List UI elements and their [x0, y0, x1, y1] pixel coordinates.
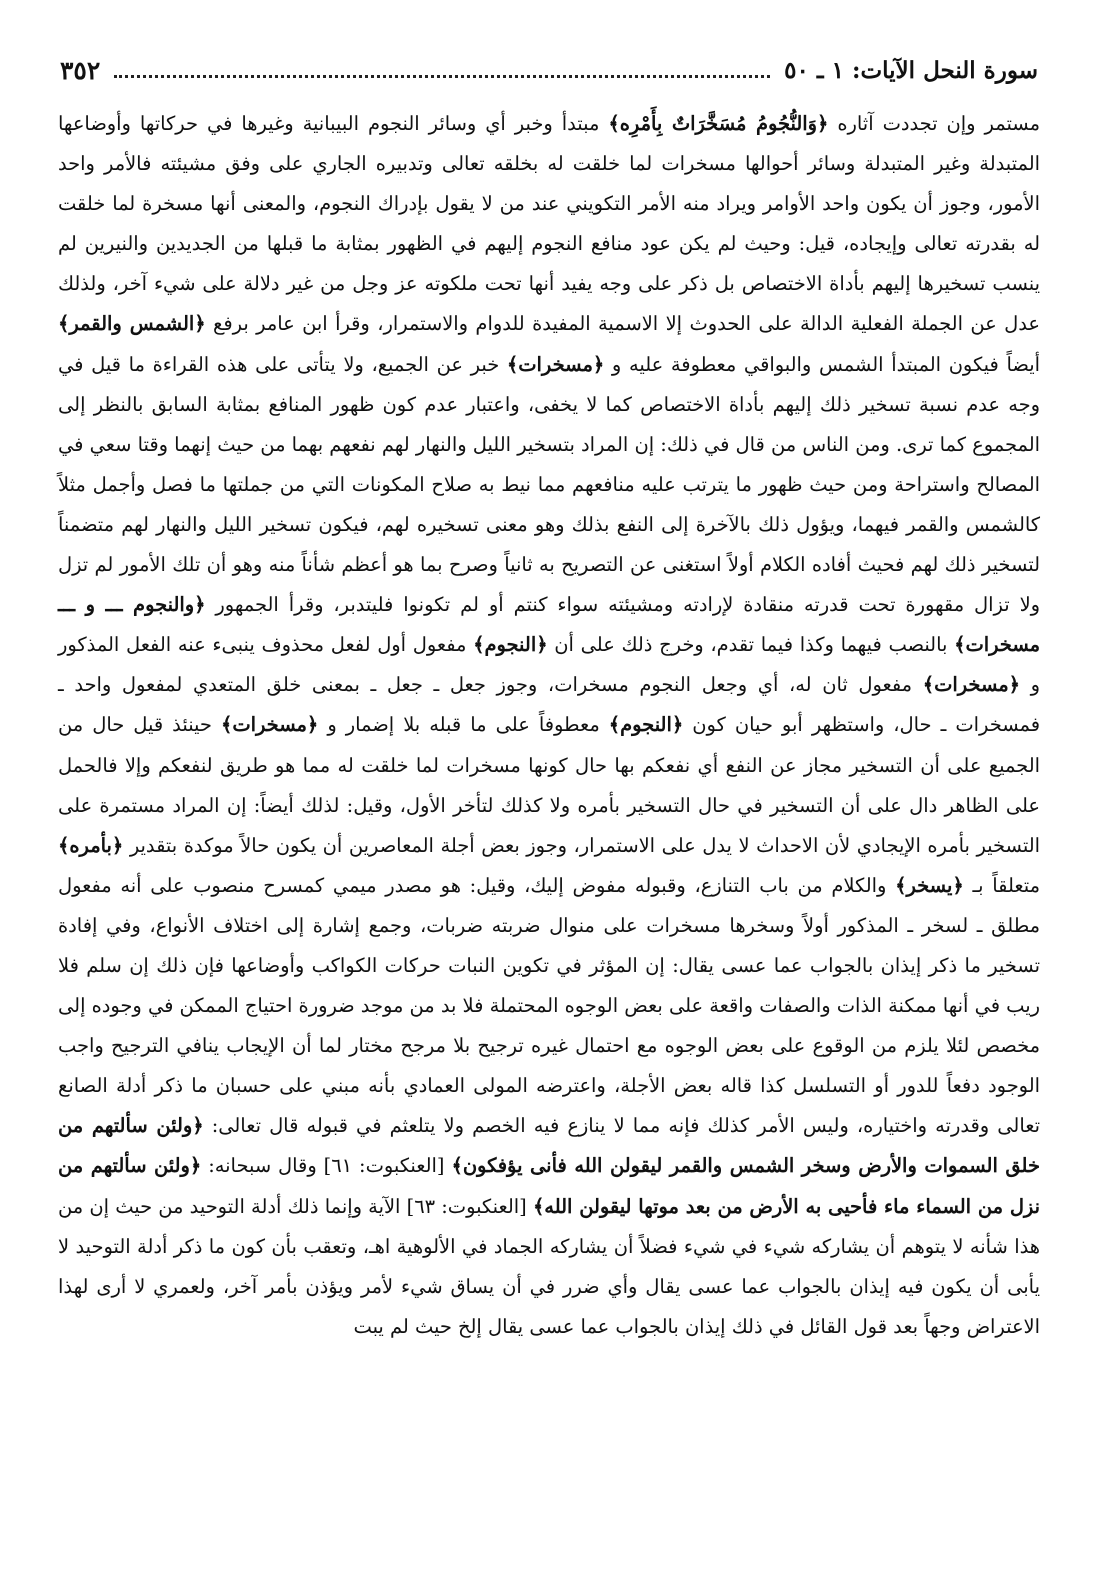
quran-quote: ﴿النجوم﴾: [608, 713, 684, 737]
quran-quote: ﴿مسخرات﴾: [922, 673, 1020, 697]
commentary-body: [58, 104, 1040, 1347]
quran-quote: ﴿ولئن سألتهم من خلق السموات والأرض وسخر الشمس والقمر ليقولن الله فأنى يؤفكون﴾: [58, 1114, 1040, 1178]
text-run: والكلام من باب التنازع، وقبوله مفوض إليك، وقيل: هو مصدر ميمي كمسرح منصوب على أنه مفعول مطلق ـ لسخر ـ المذكور أولاً وسخرها مسخرات على منوال ضربته ضربات، وجمع إشارة إلى اختلاف الأنواع، وفي إفادة تسخير ما ذكر إيذان بالجواب عما عسى يقال: إن المؤثر في تكوين النبات حركات الكواكب وأوضاعها فإن ذلك إن سلم فلا ريب في أنها ممكنة الذات والصفات واقعة على بعض الوجوه المحتملة فلا بد من موجد ضرورة احتياج الممكن في وجوده إلى مخصص لئلا يلزم من الوقوع على بعض الوجوه مع احتمال غيره ترجيح بلا مرجح مختار لما أن الإيجاب ينافي الترجيح واجب الوجود دفعاً للدور أو التسلسل كذا قاله بعض الأجلة، واعترضه المولى العمادي بأنه مبني على حسبان ما ذكر أدلة الصانع تعالى وقدرته واختياره، وليس الأمر كذلك فإنه مما لا ينازع فيه الخصم ولا يتلعثم في قبوله قال تعالى:: [58, 873, 1040, 1138]
quran-quote: ﴿والنجوم ـــ و ـــ مسخرات﴾: [58, 593, 1040, 657]
text-run: مفعول ثان له، أي وجعل النجوم مسخرات، وجوز جعل ـ جعل ـ بمعنى خلق المتعدي لمفعول واحد ـ فمسخرات ـ حال، واستظهر أبو حيان كون: [58, 673, 1041, 737]
text-run: بالنصب فيهما وكذا فيما تقدم، وخرج ذلك على أن: [547, 633, 955, 657]
quran-quote: ﴿بأمره﴾: [58, 833, 124, 857]
header-leader-dots: [114, 63, 770, 78]
quran-quote: ﴿مسخرات﴾: [220, 713, 319, 737]
text-run: مستمر وإن تجددت آثاره: [828, 112, 1040, 135]
text-run: مفعول أول لفعل محذوف ينبىء عنه الفعل المذكور و: [58, 633, 1041, 697]
surah-citation: [العنكبوت: ٦١]: [323, 1154, 452, 1178]
page-number: ٣٥٢: [60, 55, 101, 85]
quran-quote: ﴿ولئن سألتهم من نزل من السماء ماء فأحيى به الأرض من بعد موتها ليقولن الله﴾: [58, 1154, 1041, 1218]
quran-quote: ﴿النجوم﴾: [473, 633, 548, 657]
paragraph: [58, 104, 1040, 1347]
header-title: سورة النحل الآيات: ١ ـ ٥٠: [784, 56, 1038, 84]
text-run: الآية وإنما ذلك أدلة التوحيد من حيث إن من هذا شأنه لا يتوهم أن يشاركه شيء في شيء فضلاً أن يشاركه الجماد في الألوهية اهـ، وتعقب بأن كون ما ذكر أدلة التوحيد لا يأبى أن يكون فيه إيذان بالجواب عما عسى يقال وأي ضرر في أن يساق شيء لأمر ويؤذن بأمر آخر، ولعمري لا أرى لهذا الاعتراض وجهاً بعد قول القائل في ذلك إيذان بالجواب عما عسى يقال إلخ حيث لم يبت: [58, 1194, 1040, 1338]
quran-quote: ﴿يسخر﴾: [895, 873, 964, 897]
quran-quote: ﴿الشمس والقمر﴾: [58, 312, 206, 336]
text-run: معطوفاً على ما قبله بلا إضمار و: [318, 713, 609, 737]
text-run: مبتدأ وخبر أي وسائر النجوم البيبانية وغيرها في حركاتها وأوضاعها المتبدلة وغير المتبدلة وسائر أحوالها مسخرات لما خلقت له بخلقه تعالى وتدبيره الجاري على وفق مشيئته فالأمر واحد الأمور، وجوز أن يكون واحد الأوامر ويراد منه الأمر التكويني عند من لا يقول بإدراك النجوم، والمعنى أنها مسخرة لما خلقت له بقدرته تعالى وإيجاده، قيل: وحيث لم يكن عود منافع النجوم إليهم في الظهور بمثابة ما قبلها من الجديدين والنيرين لم ينسب تسخيرها إليهم بأداة الاختصاص بل ذكر على وجه يفيد أنها تحت ملكوته عز وجل من غير دلالة على شيء آخر، ولذلك عدل عن الجملة الفعلية الدالة على الحدوث إلا الاسمية المفيدة للدوام والاستمرار، وقرأ ابن عامر برفع: [58, 112, 1040, 336]
running-header: [60, 50, 1038, 90]
text-run: متعلقاً بـ: [963, 873, 1040, 897]
quran-quote: ﴿وَالنُّجُومُ مُسَخَّرَاتٌ بِأَمْرِه﴾: [608, 112, 829, 135]
text-run: وقال سبحانه:: [201, 1154, 324, 1178]
surah-citation: [العنكبوت: ٦٣]: [406, 1194, 533, 1218]
quran-quote: ﴿مسخرات﴾: [506, 352, 605, 376]
text-run: خبر عن الجميع، ولا يتأتى على هذه القراءة ما قيل في وجه عدم نسبة تسخير ذلك إليهم بأداة الاختصاص كما لا يخفى، واعتبار عدم كون ظهور المنافع بمثابة السابق بالنظر إلى المجموع كما ترى. ومن الناس من قال في ذلك: إن المراد بتسخير الليل والنهار لهم نفعهم بهما من حيث إنهما وقتا سعي في المصالح واستراحة ومن حيث ظهور ما يترتب عليه منافعهم مما نيط به صلاح المكونات التي من جملتها ما فصل وأجمل مثلاً كالشمس والقمر فيهما، ويؤول ذلك بالآخرة إلى النفع بذلك وهو معنى تسخيره لهم، فيكون تسخير الليل والنهار لهم متضمناً لتسخير ذلك لهم فحيث أفاده الكلام أولاً استغنى عن التصريح به ثانياً وصرح بما هو أعظم شأناً منه وهو أن تلك الأمور لم تزل ولا تزال مقهورة تحت قدرته منقادة لإرادته ومشيئته سواء كنتم أو لم تكونوا فليتدبر، وقرأ الجمهور: [58, 352, 1040, 617]
text-run: أيضاً فيكون المبتدأ الشمس والبواقي معطوفة عليه و: [604, 352, 1040, 376]
text-run: حينئذ قيل حال من الجميع على أن التسخير مجاز عن النفع أي نفعكم بها حال كونها مسخرات لما خلقت له مما هو طريق لنفعكم وإلا فالحمل على الظاهر دال على أن التسخير في حال التسخير بأمره ولا كذلك لتأخر الأول، وقيل: لذلك أيضاً: إن المراد مستمرة على التسخير بأمره الإيجادي لأن الاحداث لا يدل على الاستمرار، وجوز بعض أجلة المعاصرين أن يكون حالاً موكدة بتقدير: [58, 713, 1040, 857]
